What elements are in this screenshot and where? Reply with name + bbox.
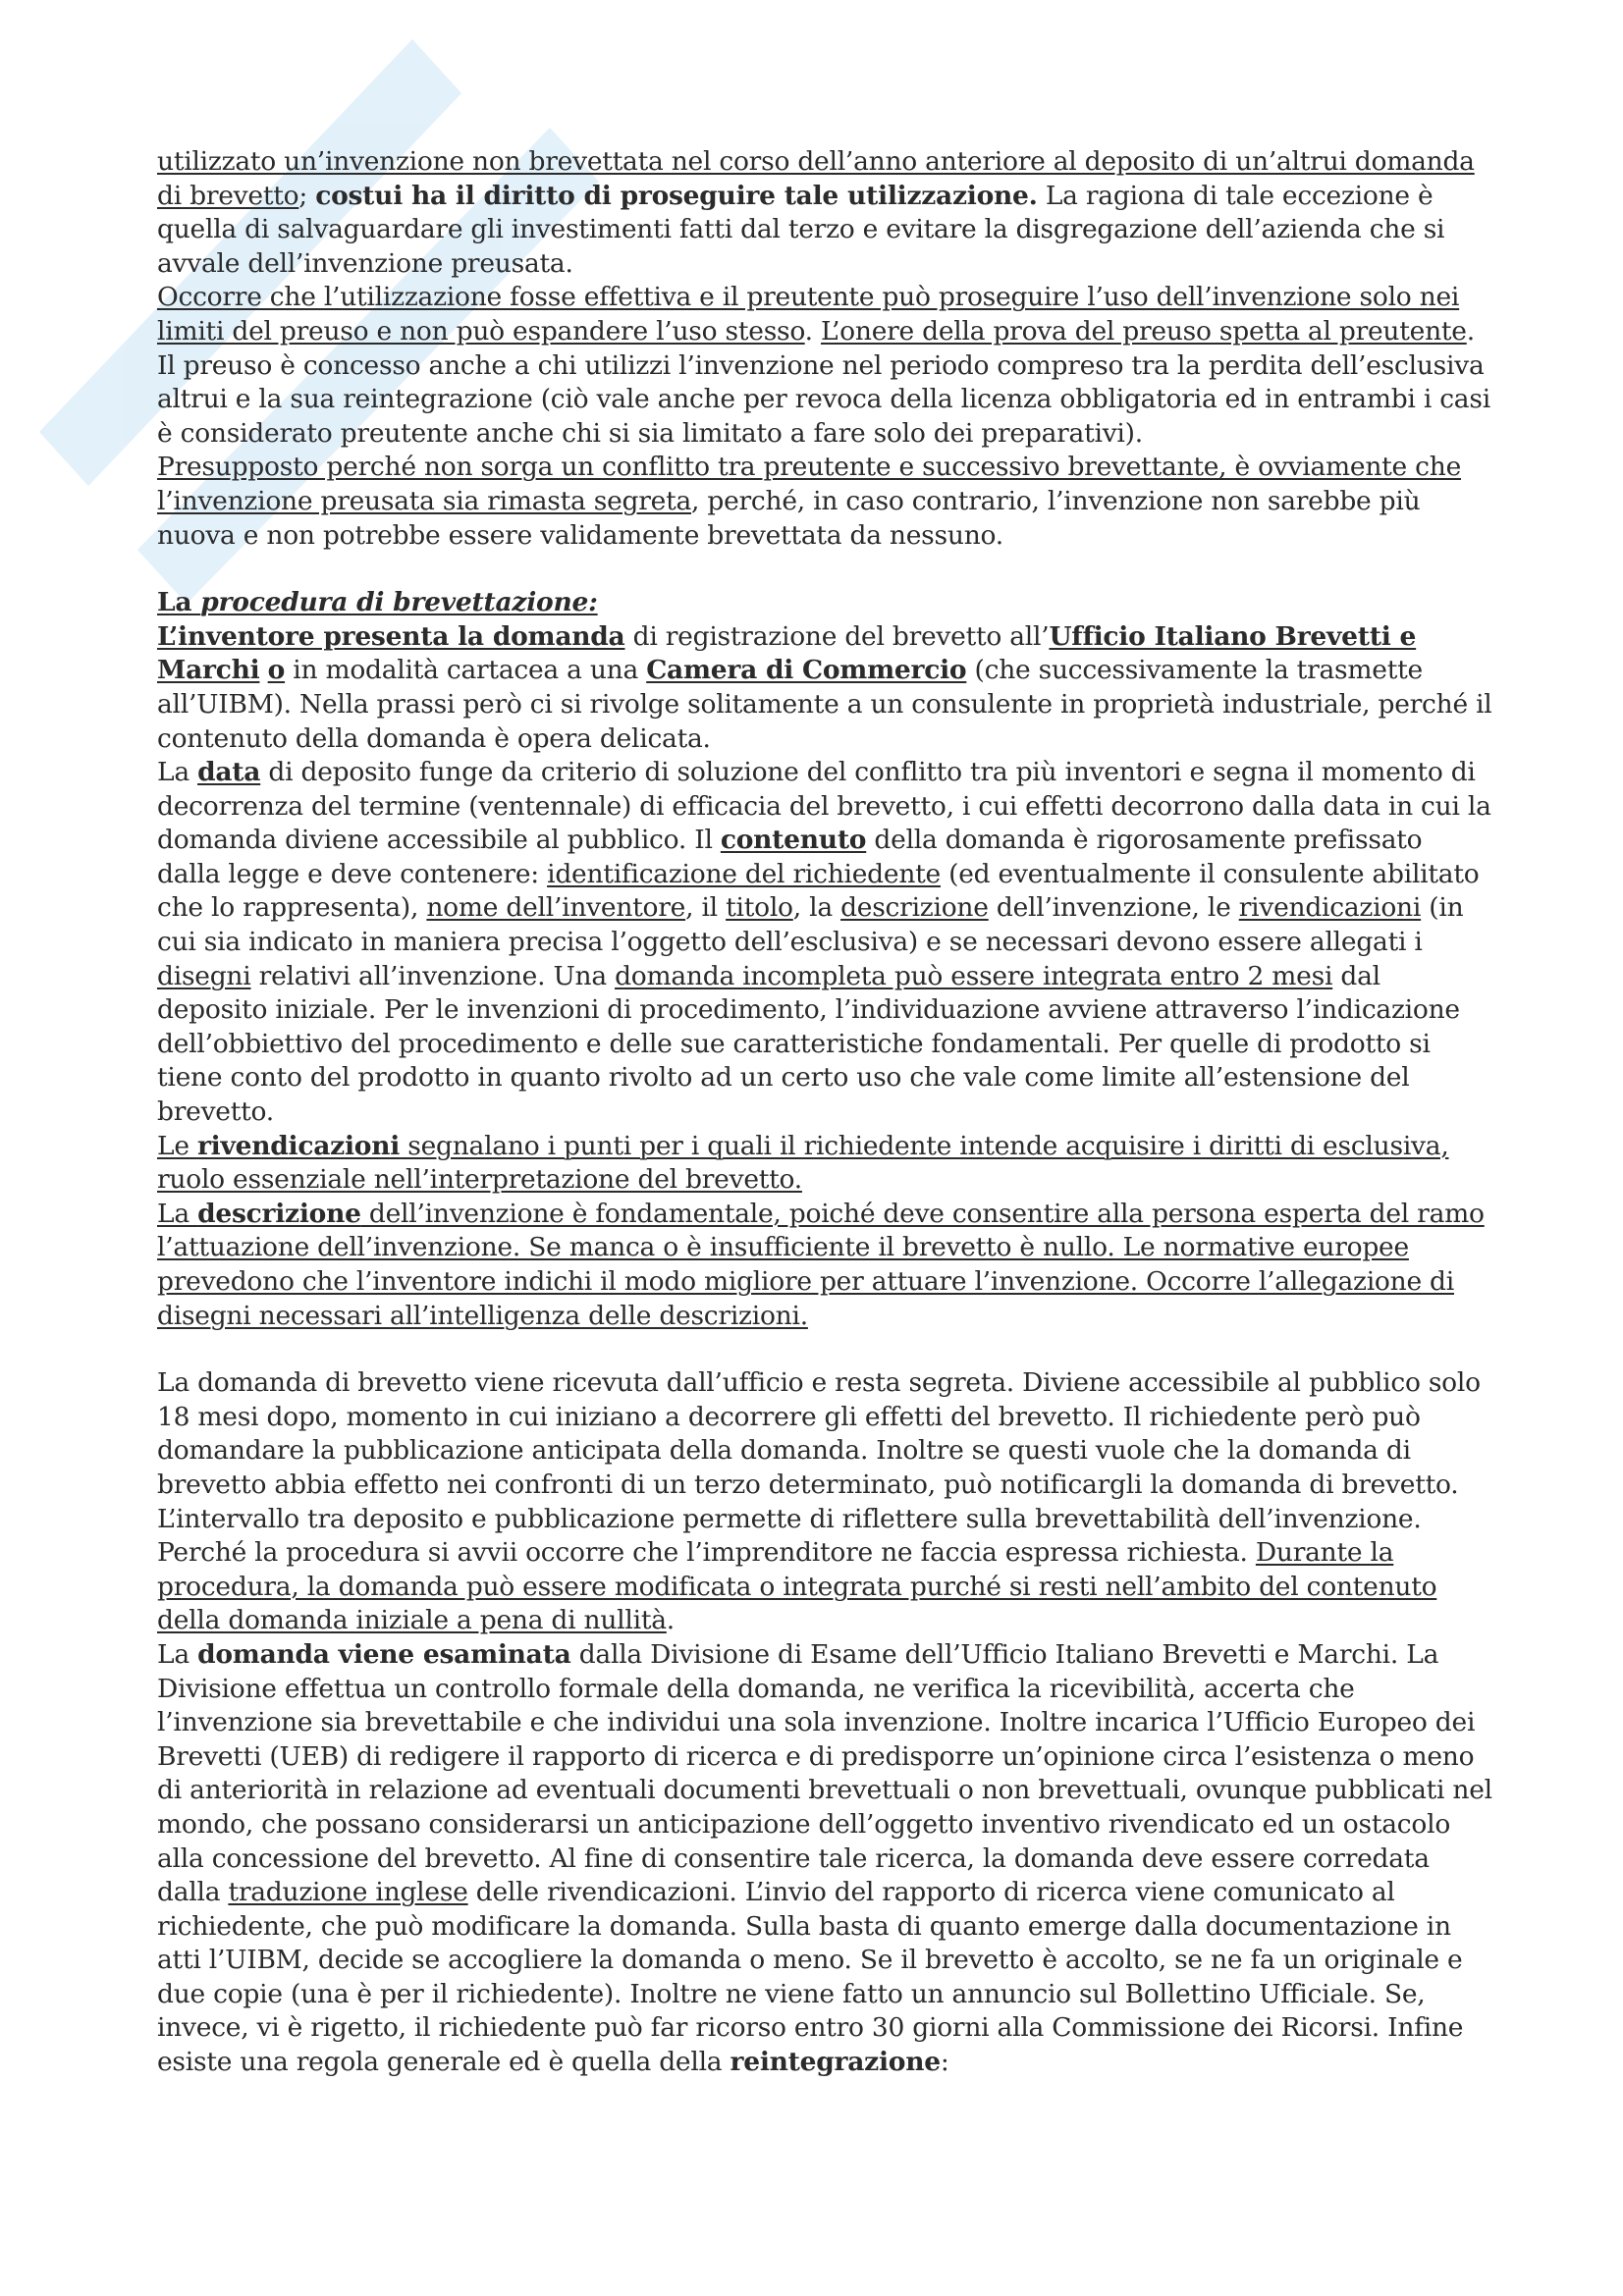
text-run: utilizzato un’invenzione non brevettata nel corso dell’anno anteriore al deposito di un’altrui domanda di brevetto — [157, 146, 1475, 211]
text-run — [259, 655, 267, 685]
paragraph-esame — [157, 1638, 1492, 2080]
text-run: disegni — [157, 960, 251, 991]
text-run: Durante la procedura, la domanda può essere modificata o integrata purché si resti nell’ambito del contenuto della domanda iniziale a pena di nullità — [157, 1537, 1437, 1636]
text-run: , perché, in caso contrario, l’invenzione non sarebbe più nuova e non potrebbe essere validamente brevettata da nessuno. — [157, 485, 1421, 551]
text-run: rivendicazioni — [196, 1130, 401, 1161]
paragraph-rivendicazioni — [157, 1130, 1492, 1198]
text-run: segnalano i punti per i quali il richiedente intende acquisire i diritti di esclusiva, ruolo essenziale nell’interpretazione del brevetto. — [157, 1130, 1449, 1196]
text-run: della domanda è rigorosamente prefissato dalla legge e deve contenere: — [157, 825, 1423, 889]
text-run: ; — [298, 180, 316, 211]
text-run: . Il preuso è concesso anche a chi utilizzi l’invenzione nel periodo compreso tra la perdita dell’esclusiva altrui e la sua reintegrazione (ciò vale anche per revoca della licenza obbligatoria ed in entrambi i casi è considerato preutente anche chi si sia limitato a fare solo dei preparativi). — [157, 315, 1490, 449]
text-run: . — [666, 1605, 675, 1636]
text-run: in modalità cartacea a una — [285, 655, 647, 686]
paragraph-preuso-segreto — [157, 451, 1492, 553]
text-run: dal deposito iniziale. Per le invenzioni di procedimento, l’individuazione avviene attraverso l’indicazione dell’obbiettivo del procedimento e delle sue caratteristiche fondamentali. Per quelle di prodotto si tiene conto del prodotto in quanto rivolto ad un certo uso che vale come limite all’estensione del brevetto. — [157, 960, 1460, 1128]
text-run: Ufficio Italiano Brevetti e Marchi — [157, 620, 1417, 686]
text-run: Camera di Commercio — [646, 655, 967, 686]
text-run: L’inventore presenta la domanda — [157, 620, 625, 652]
paragraph-segretezza — [157, 1366, 1492, 1502]
text-run: . — [804, 315, 821, 347]
text-run: La — [157, 1198, 198, 1229]
document-page — [157, 145, 1492, 2080]
text-run: (che successivamente la trasmette all’UIBM). Nella prassi però ci si rivolge solitamente a un consulente in proprietà industriale, perché il contenuto della domanda è opera delicata. — [157, 655, 1492, 754]
text-run: , il — [685, 892, 727, 924]
text-run: La ragiona di tale eccezione è quella di salvaguardare gli investimenti fatti dal terzo e evitare la disgregazione dell’azienda che si avvale dell’invenzione preusata. — [157, 180, 1445, 279]
paragraph-descrizione — [157, 1198, 1492, 1333]
text-run: o — [267, 655, 286, 686]
text-run: Occorre che l’utilizzazione fosse effettiva e il preutente può proseguire l’uso dell’invenzione solo nei limiti del preuso e non può espandere l’uso stesso — [157, 282, 1460, 347]
text-run: di registrazione del brevetto all’ — [624, 620, 1050, 652]
text-run: La — [157, 1638, 198, 1670]
text-run: La — [157, 757, 198, 788]
text-run: descrizione — [197, 1198, 361, 1229]
paragraph-intervallo — [157, 1503, 1492, 1638]
section-heading-procedura — [157, 586, 1492, 620]
text-run: (ed eventualmente il consulente abilitato che lo rappresenta), — [157, 858, 1480, 924]
text-run: dell’invenzione, le — [988, 892, 1239, 924]
text-run: relativi all’invenzione. Una — [250, 960, 616, 991]
text-run: La — [157, 587, 201, 618]
text-run: traduzione inglese — [228, 1877, 468, 1908]
text-run: dalla Divisione di Esame dell’Ufficio Italiano Brevetti e Marchi. La Divisione effettua un controllo formale della domanda, ne verifica la ricevibilità, accerta che l’invenzione sia brevettabile e che individui una sola invenzione. Inoltre incarica l’Ufficio Europeo dei Brevetti (UEB) di redigere il rapporto di ricerca e di predisporre un’opinione circa l’esistenza o meno di anteriorità in relazione ad eventuali documenti brevettuali o non brevettuali, ovunque pubblicati nel mondo, che possano considerarsi un anticipazione dell’oggetto inventivo rivendicato ed un ostacolo alla concessione del brevetto. Al fine di consentire tale ricerca, la domanda deve essere corredata dalla — [157, 1638, 1492, 1908]
text-run: identificazione del richiedente — [547, 858, 941, 889]
text-run: La domanda di brevetto viene ricevuta dall’ufficio e resta segreta. Diviene accessibile al pubblico solo 18 mesi dopo, momento in cui iniziano a decorrere gli effetti del brevetto. Il richiedente però può domandare la pubblicazione anticipata della domanda. Inoltre se questi vuole che la domanda di brevetto abbia effetto nei confronti di un terzo determinato, può notificargli la domanda di brevetto. — [157, 1367, 1481, 1500]
text-run: descrizione — [840, 892, 989, 924]
text-run: reintegrazione — [730, 2047, 941, 2078]
paragraph-preuso-limiti — [157, 281, 1492, 451]
text-run: costui ha il diritto di proseguire tale utilizzazione. — [315, 180, 1038, 211]
text-run: titolo — [726, 892, 793, 924]
text-run: L’onere della prova del preuso spetta al preutente — [821, 315, 1467, 347]
text-run: Presupposto perché non sorga un conflitto tra preutente e successivo brevettante, è ovviamente che l’invenzione preusata sia rimasta segreta — [157, 452, 1462, 516]
text-run: procedura di brevettazione: — [200, 587, 598, 618]
text-run: : — [940, 2047, 949, 2078]
text-run: data — [197, 757, 261, 788]
text-run: nome dell’inventore — [426, 892, 686, 924]
paragraph-deposito-domanda — [157, 620, 1492, 756]
text-run: contenuto — [720, 825, 867, 856]
text-run: Le — [157, 1130, 197, 1161]
text-run: domanda viene esaminata — [197, 1638, 571, 1670]
text-run: di deposito funge da criterio di soluzione del conflitto tra più inventori e segna il momento di decorrenza del termine (ventennale) di efficacia del brevetto, i cui effetti decorrono dalla data in cui la domanda diviene accessibile al pubblico. Il — [157, 757, 1491, 856]
paragraph-contenuto-domanda — [157, 756, 1492, 1130]
text-run: , la — [792, 892, 841, 924]
text-run: delle rivendicazioni. L’invio del rapporto di ricerca viene comunicato al richiedente, che può modificare la domanda. Sulla basta di quanto emerge dalla documentazione in atti l’UIBM, decide se accogliere la domanda o meno. Se il brevetto è accolto, se ne fa un originale e due copie (una è per il richiedente). Inoltre ne viene fatto un annuncio sul Bollettino Ufficiale. Se, invece, vi è rigetto, il richiedente può far ricorso entro 30 giorni alla Commissione dei Ricorsi. Infine esiste una regola generale ed è quella della — [157, 1877, 1464, 2078]
text-run: rivendicazioni — [1238, 892, 1422, 924]
text-run: (in cui sia indicato in maniera precisa l’oggetto dell’esclusiva) e se necessari devono essere allegati i — [157, 892, 1464, 958]
paragraph-preuso-intro — [157, 145, 1492, 281]
text-run: dell’invenzione è fondamentale, poiché deve consentire alla persona esperta del ramo l’attuazione dell’invenzione. Se manca o è insufficiente il brevetto è nullo. Le normative europee prevedono che l’inventore indichi il modo migliore per attuare l’invenzione. Occorre l’allegazione di disegni necessari all’intelligenza delle descrizioni. — [157, 1198, 1485, 1331]
text-run: L’intervallo tra deposito e pubblicazione permette di riflettere sulla brevettabilità dell’invenzione. Perché la procedura si avvii occorre che l’imprenditore ne faccia espressa richiesta. — [157, 1503, 1422, 1569]
text-run: domanda incompleta può essere integrata entro 2 mesi — [615, 960, 1333, 991]
